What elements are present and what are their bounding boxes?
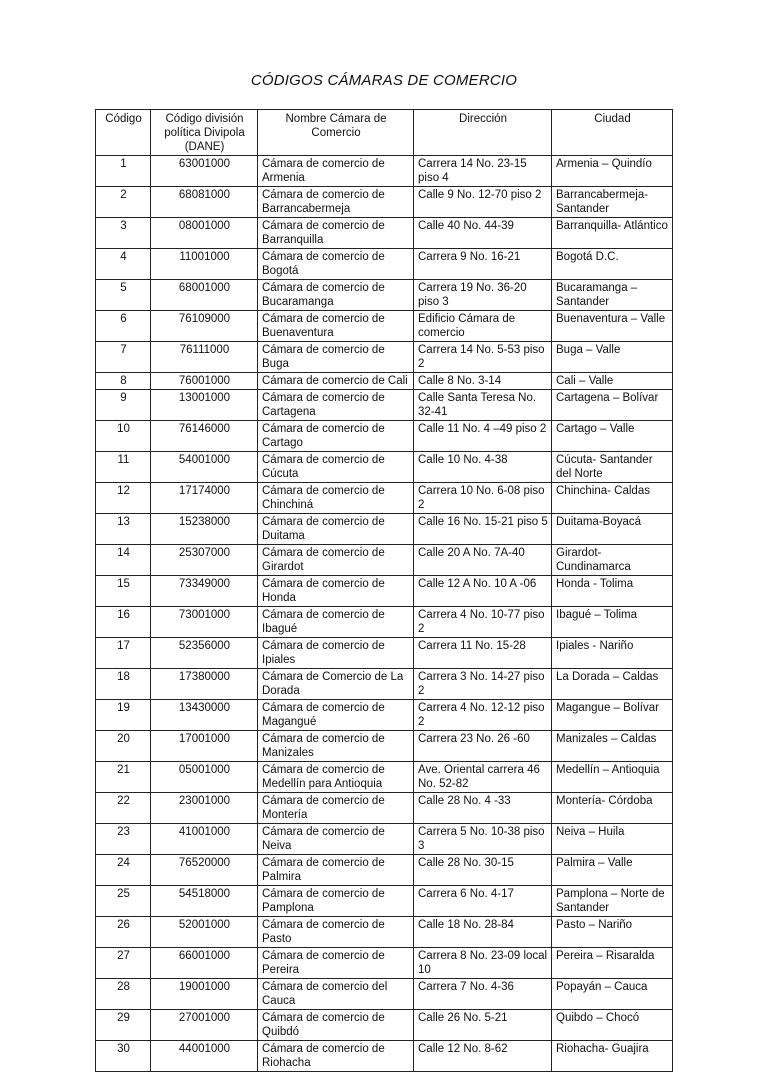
cell-direccion: Carrera 14 No. 23-15 piso 4: [414, 156, 552, 187]
cell-ciudad: Ipiales - Nariño: [552, 638, 673, 669]
cell-direccion: Calle 28 No. 30-15: [414, 855, 552, 886]
page-title: CÓDIGOS CÁMARAS DE COMERCIO: [250, 72, 518, 89]
cell-direccion: Edificio Cámara de comercio: [414, 311, 552, 342]
cell-nombre: Cámara de comercio de Montería: [258, 793, 414, 824]
cell-direccion: Ave. Oriental carrera 46 No. 52-82: [414, 762, 552, 793]
cell-nombre: Cámara de comercio de Barranquilla: [258, 218, 414, 249]
cell-nombre: Cámara de comercio de Cúcuta: [258, 452, 414, 483]
cell-codigo-dane: 15238000: [151, 514, 258, 545]
table-row: [96, 917, 673, 948]
cell-codigo: 14: [96, 545, 151, 576]
table-row: [96, 452, 673, 483]
cell-nombre: Cámara de comercio de Pamplona: [258, 886, 414, 917]
cell-ciudad: Duitama-Boyacá: [552, 514, 673, 545]
cell-codigo-dane: 73349000: [151, 576, 258, 607]
cell-direccion: Calle 16 No. 15-21 piso 5: [414, 514, 552, 545]
cell-codigo-dane: 73001000: [151, 607, 258, 638]
table-row: [96, 483, 673, 514]
cell-codigo-dane: 76520000: [151, 855, 258, 886]
table-row: [96, 948, 673, 979]
cell-direccion: Calle 10 No. 4-38: [414, 452, 552, 483]
cell-nombre: Cámara de comercio de Girardot: [258, 545, 414, 576]
cell-ciudad: Buga – Valle: [552, 342, 673, 373]
table-row: [96, 607, 673, 638]
cell-direccion: Carrera 9 No. 16-21: [414, 249, 552, 280]
cell-codigo-dane: 52001000: [151, 917, 258, 948]
cell-nombre: Cámara de Comercio de La Dorada: [258, 669, 414, 700]
cell-codigo: 2: [96, 187, 151, 218]
cell-nombre: Cámara de comercio de Riohacha: [258, 1041, 414, 1072]
cell-ciudad: Popayán – Cauca: [552, 979, 673, 1010]
cell-ciudad: Palmira – Valle: [552, 855, 673, 886]
cell-direccion: Carrera 8 No. 23-09 local 10: [414, 948, 552, 979]
cell-codigo: 6: [96, 311, 151, 342]
cell-direccion: Carrera 4 No. 12-12 piso 2: [414, 700, 552, 731]
table-row: [96, 700, 673, 731]
cell-nombre: Cámara de comercio de Cali: [258, 373, 414, 390]
cell-ciudad: Honda - Tolima: [552, 576, 673, 607]
cell-nombre: Cámara de comercio de Duitama: [258, 514, 414, 545]
cell-codigo-dane: 23001000: [151, 793, 258, 824]
cell-direccion: Carrera 7 No. 4-36: [414, 979, 552, 1010]
cell-codigo-dane: 17174000: [151, 483, 258, 514]
table-row: [96, 886, 673, 917]
cell-codigo: 23: [96, 824, 151, 855]
cell-direccion: Carrera 19 No. 36-20 piso 3: [414, 280, 552, 311]
cell-codigo: 3: [96, 218, 151, 249]
cell-nombre: Cámara de comercio de Buenaventura: [258, 311, 414, 342]
cell-codigo-dane: 76001000: [151, 373, 258, 390]
cell-codigo-dane: 68001000: [151, 280, 258, 311]
cell-codigo-dane: 66001000: [151, 948, 258, 979]
table-row: [96, 669, 673, 700]
table-row: [96, 280, 673, 311]
cell-ciudad: Buenaventura – Valle: [552, 311, 673, 342]
cell-direccion: Calle 18 No. 28-84: [414, 917, 552, 948]
header-codigo: Código: [96, 110, 151, 156]
cell-direccion: Carrera 6 No. 4-17: [414, 886, 552, 917]
cell-direccion: Carrera 11 No. 15-28: [414, 638, 552, 669]
cell-nombre: Cámara de comercio de Chinchiná: [258, 483, 414, 514]
cell-direccion: Calle 12 A No. 10 A -06: [414, 576, 552, 607]
cell-direccion: Calle 28 No. 4 -33: [414, 793, 552, 824]
cell-ciudad: Riohacha- Guajira: [552, 1041, 673, 1072]
cell-codigo-dane: 11001000: [151, 249, 258, 280]
cell-codigo: 29: [96, 1010, 151, 1041]
cell-direccion: Calle Santa Teresa No. 32-41: [414, 390, 552, 421]
cell-codigo: 4: [96, 249, 151, 280]
cell-codigo: 18: [96, 669, 151, 700]
cell-codigo-dane: 76111000: [151, 342, 258, 373]
cell-codigo: 21: [96, 762, 151, 793]
cell-ciudad: Pasto – Nariño: [552, 917, 673, 948]
cell-direccion: Calle 40 No. 44-39: [414, 218, 552, 249]
cell-codigo-dane: 08001000: [151, 218, 258, 249]
cell-codigo: 25: [96, 886, 151, 917]
cell-nombre: Cámara de comercio de Neiva: [258, 824, 414, 855]
cell-nombre: Cámara de comercio de Honda: [258, 576, 414, 607]
cell-direccion: Carrera 4 No. 10-77 piso 2: [414, 607, 552, 638]
cell-codigo-dane: 13430000: [151, 700, 258, 731]
cell-nombre: Cámara de comercio de Palmira: [258, 855, 414, 886]
header-codigo-dane: Código división política Divipola (DANE): [151, 110, 258, 156]
table-row: [96, 731, 673, 762]
cell-direccion: Carrera 3 No. 14-27 piso 2: [414, 669, 552, 700]
table-row: [96, 342, 673, 373]
cell-ciudad: Medellín – Antioquia: [552, 762, 673, 793]
header-row: [96, 110, 673, 156]
cell-direccion: Carrera 23 No. 26 -60: [414, 731, 552, 762]
table-row: [96, 979, 673, 1010]
table-row: [96, 421, 673, 452]
cell-codigo-dane: 68081000: [151, 187, 258, 218]
cell-direccion: Calle 20 A No. 7A-40: [414, 545, 552, 576]
cell-codigo: 24: [96, 855, 151, 886]
cell-direccion: Calle 11 No. 4 –49 piso 2: [414, 421, 552, 452]
table-row: [96, 576, 673, 607]
cell-ciudad: Girardot- Cundinamarca: [552, 545, 673, 576]
cell-nombre: Cámara de comercio del Cauca: [258, 979, 414, 1010]
cell-ciudad: Neiva – Huila: [552, 824, 673, 855]
cell-codigo: 7: [96, 342, 151, 373]
cell-codigo: 27: [96, 948, 151, 979]
table-row: [96, 249, 673, 280]
cell-ciudad: Chinchina- Caldas: [552, 483, 673, 514]
cell-direccion: Carrera 14 No. 5-53 piso 2: [414, 342, 552, 373]
cell-nombre: Cámara de comercio de Pereira: [258, 948, 414, 979]
cell-nombre: Cámara de comercio de Buga: [258, 342, 414, 373]
cell-codigo-dane: 41001000: [151, 824, 258, 855]
cell-codigo: 16: [96, 607, 151, 638]
cell-nombre: Cámara de comercio de Bucaramanga: [258, 280, 414, 311]
cell-nombre: Cámara de comercio de Armenia: [258, 156, 414, 187]
chambers-table: [95, 109, 673, 1072]
cell-codigo-dane: 19001000: [151, 979, 258, 1010]
cell-codigo-dane: 76146000: [151, 421, 258, 452]
cell-codigo: 12: [96, 483, 151, 514]
table-row: [96, 311, 673, 342]
cell-codigo: 30: [96, 1041, 151, 1072]
cell-nombre: Cámara de comercio de Manizales: [258, 731, 414, 762]
cell-direccion: Calle 8 No. 3-14: [414, 373, 552, 390]
table-row: [96, 514, 673, 545]
table-header: [96, 110, 673, 156]
cell-ciudad: Pereira – Risaralda: [552, 948, 673, 979]
cell-codigo: 19: [96, 700, 151, 731]
cell-direccion: Calle 9 No. 12-70 piso 2: [414, 187, 552, 218]
header-nombre: Nombre Cámara de Comercio: [258, 110, 414, 156]
cell-codigo-dane: 05001000: [151, 762, 258, 793]
cell-nombre: Cámara de comercio de Cartago: [258, 421, 414, 452]
cell-ciudad: Quibdo – Chocó: [552, 1010, 673, 1041]
table-row: [96, 793, 673, 824]
cell-ciudad: Cali – Valle: [552, 373, 673, 390]
table-row: [96, 218, 673, 249]
cell-nombre: Cámara de comercio de Magangué: [258, 700, 414, 731]
cell-ciudad: Barrancabermeja- Santander: [552, 187, 673, 218]
cell-codigo: 9: [96, 390, 151, 421]
cell-ciudad: Cartago – Valle: [552, 421, 673, 452]
table-row: [96, 390, 673, 421]
table-body: [96, 156, 673, 1072]
header-direccion: Dirección: [414, 110, 552, 156]
cell-direccion: Calle 26 No. 5-21: [414, 1010, 552, 1041]
cell-codigo-dane: 63001000: [151, 156, 258, 187]
cell-ciudad: Barranquilla- Atlántico: [552, 218, 673, 249]
table-row: [96, 373, 673, 390]
cell-direccion: Carrera 10 No. 6-08 piso 2: [414, 483, 552, 514]
cell-ciudad: Cúcuta- Santander del Norte: [552, 452, 673, 483]
cell-codigo: 1: [96, 156, 151, 187]
table-row: [96, 855, 673, 886]
table-row: [96, 1010, 673, 1041]
cell-codigo: 20: [96, 731, 151, 762]
cell-codigo-dane: 44001000: [151, 1041, 258, 1072]
table-row: [96, 1041, 673, 1072]
cell-ciudad: Montería- Córdoba: [552, 793, 673, 824]
cell-codigo: 28: [96, 979, 151, 1010]
cell-direccion: Carrera 5 No. 10-38 piso 3: [414, 824, 552, 855]
cell-ciudad: Manizales – Caldas: [552, 731, 673, 762]
cell-ciudad: La Dorada – Caldas: [552, 669, 673, 700]
cell-codigo-dane: 52356000: [151, 638, 258, 669]
table-row: [96, 156, 673, 187]
cell-codigo: 15: [96, 576, 151, 607]
cell-ciudad: Bucaramanga – Santander: [552, 280, 673, 311]
table-row: [96, 762, 673, 793]
cell-codigo: 8: [96, 373, 151, 390]
cell-nombre: Cámara de comercio de Barrancabermeja: [258, 187, 414, 218]
cell-ciudad: Pamplona – Norte de Santander: [552, 886, 673, 917]
cell-codigo: 22: [96, 793, 151, 824]
cell-codigo-dane: 76109000: [151, 311, 258, 342]
table-row: [96, 187, 673, 218]
cell-nombre: Cámara de comercio de Ibagué: [258, 607, 414, 638]
cell-ciudad: Armenia – Quindío: [552, 156, 673, 187]
table-row: [96, 545, 673, 576]
cell-codigo: 13: [96, 514, 151, 545]
cell-codigo-dane: 17001000: [151, 731, 258, 762]
cell-nombre: Cámara de comercio de Cartagena: [258, 390, 414, 421]
cell-codigo: 11: [96, 452, 151, 483]
cell-codigo-dane: 17380000: [151, 669, 258, 700]
cell-nombre: Cámara de comercio de Medellín para Antioquia: [258, 762, 414, 793]
cell-direccion: Calle 12 No. 8-62: [414, 1041, 552, 1072]
cell-codigo: 17: [96, 638, 151, 669]
cell-codigo: 5: [96, 280, 151, 311]
cell-codigo-dane: 54518000: [151, 886, 258, 917]
cell-ciudad: Magangue – Bolívar: [552, 700, 673, 731]
cell-codigo-dane: 54001000: [151, 452, 258, 483]
cell-codigo-dane: 27001000: [151, 1010, 258, 1041]
cell-codigo: 10: [96, 421, 151, 452]
header-ciudad: Ciudad: [552, 110, 673, 156]
cell-ciudad: Bogotá D.C.: [552, 249, 673, 280]
cell-codigo: 26: [96, 917, 151, 948]
cell-ciudad: Ibagué – Tolima: [552, 607, 673, 638]
cell-ciudad: Cartagena – Bolívar: [552, 390, 673, 421]
cell-codigo-dane: 25307000: [151, 545, 258, 576]
cell-nombre: Cámara de comercio de Ipiales: [258, 638, 414, 669]
table-row: [96, 638, 673, 669]
table-row: [96, 824, 673, 855]
cell-nombre: Cámara de comercio de Pasto: [258, 917, 414, 948]
cell-codigo-dane: 13001000: [151, 390, 258, 421]
cell-nombre: Cámara de comercio de Bogotá: [258, 249, 414, 280]
cell-nombre: Cámara de comercio de Quibdó: [258, 1010, 414, 1041]
